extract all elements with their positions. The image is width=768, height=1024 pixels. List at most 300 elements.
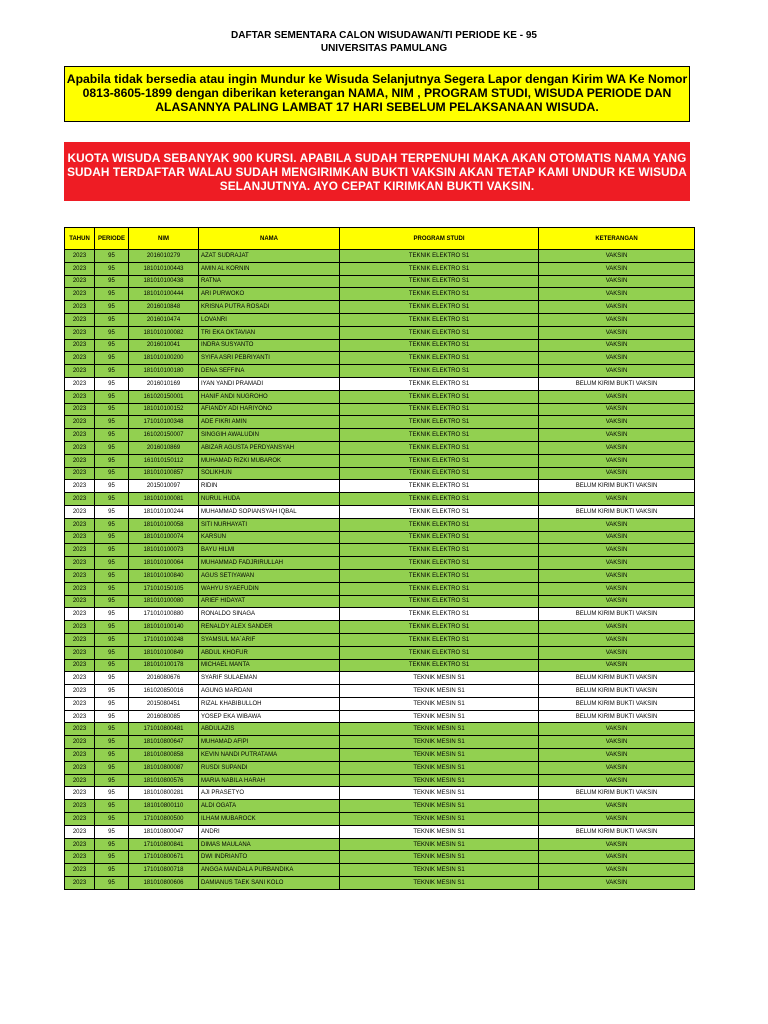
- cell-program-studi: TEKNIK ELEKTRO S1: [340, 518, 539, 531]
- cell-tahun: 2023: [65, 416, 95, 429]
- table-row: [65, 250, 695, 263]
- cell-nama: AZAT SUDRAJAT: [199, 250, 340, 263]
- cell-program-studi: TEKNIK MESIN S1: [340, 877, 539, 890]
- cell-nama: KRISNA PUTRA ROSADI: [199, 301, 340, 314]
- cell-program-studi: TEKNIK ELEKTRO S1: [340, 390, 539, 403]
- cell-nama: RIZAL KHABIBULLOH: [199, 697, 340, 710]
- cell-periode: 95: [95, 877, 129, 890]
- cell-nama: RATNA: [199, 275, 340, 288]
- table-row: [65, 646, 695, 659]
- cell-nama: IYAN YANDI PRAMADI: [199, 377, 340, 390]
- cell-nama: MUHAMAD RIZKI MUBAROK: [199, 454, 340, 467]
- cell-keterangan: VAKSIN: [539, 441, 695, 454]
- withdrawal-notice-line: Apabila tidak bersedia atau ingin Mundur ke Wisuda Selanjutnya Segera Lapor dengan Kirim WA Ke Nomor: [66, 72, 688, 86]
- cell-nama: NURUL HUDA: [199, 493, 340, 506]
- cell-keterangan: VAKSIN: [539, 877, 695, 890]
- cell-nama: ANGGA MANDALA PURBANDIKA: [199, 864, 340, 877]
- cell-keterangan: VAKSIN: [539, 429, 695, 442]
- cell-periode: 95: [95, 697, 129, 710]
- cell-nim: 181010100200: [129, 352, 199, 365]
- page-title: DAFTAR SEMENTARA CALON WISUDAWAN/TI PERIODE KE - 95: [231, 30, 537, 41]
- cell-nim: 181010100849: [129, 646, 199, 659]
- cell-nama: ABDUL KHOFUR: [199, 646, 340, 659]
- table-row: [65, 262, 695, 275]
- cell-tahun: 2023: [65, 851, 95, 864]
- withdrawal-notice-line: ALASANNYA PALING LAMBAT 17 HARI SEBELUM PELAKSANAAN WISUDA.: [155, 100, 599, 114]
- table-row: [65, 672, 695, 685]
- cell-nama: BAYU HILMI: [199, 544, 340, 557]
- cell-program-studi: TEKNIK MESIN S1: [340, 685, 539, 698]
- cell-keterangan: VAKSIN: [539, 467, 695, 480]
- cell-periode: 95: [95, 582, 129, 595]
- cell-keterangan: VAKSIN: [539, 544, 695, 557]
- cell-tahun: 2023: [65, 774, 95, 787]
- cell-program-studi: TEKNIK ELEKTRO S1: [340, 467, 539, 480]
- cell-program-studi: TEKNIK MESIN S1: [340, 787, 539, 800]
- table-row: [65, 454, 695, 467]
- cell-keterangan: VAKSIN: [539, 250, 695, 263]
- cell-periode: 95: [95, 723, 129, 736]
- table-row: [65, 825, 695, 838]
- cell-periode: 95: [95, 813, 129, 826]
- cell-program-studi: TEKNIK ELEKTRO S1: [340, 582, 539, 595]
- cell-program-studi: TEKNIK MESIN S1: [340, 851, 539, 864]
- column-header-tahun: TAHUN: [65, 228, 95, 250]
- cell-nim: 181010800858: [129, 749, 199, 762]
- cell-program-studi: TEKNIK ELEKTRO S1: [340, 377, 539, 390]
- cell-periode: 95: [95, 710, 129, 723]
- quota-notice-line: SELANJUTNYA. AYO CEPAT KIRIMKAN BUKTI VAKSIN.: [219, 179, 535, 193]
- table-row: [65, 736, 695, 749]
- cell-keterangan: VAKSIN: [539, 339, 695, 352]
- cell-keterangan: VAKSIN: [539, 313, 695, 326]
- cell-keterangan: BELUM KIRIM BUKTI VAKSIN: [539, 377, 695, 390]
- cell-keterangan: BELUM KIRIM BUKTI VAKSIN: [539, 608, 695, 621]
- cell-tahun: 2023: [65, 454, 95, 467]
- cell-tahun: 2023: [65, 877, 95, 890]
- withdrawal-notice: [64, 66, 690, 122]
- cell-nim: 181010100080: [129, 595, 199, 608]
- cell-keterangan: VAKSIN: [539, 454, 695, 467]
- cell-nama: MICHAEL MANTA: [199, 659, 340, 672]
- cell-tahun: 2023: [65, 275, 95, 288]
- table-row: [65, 377, 695, 390]
- cell-program-studi: TEKNIK MESIN S1: [340, 710, 539, 723]
- cell-periode: 95: [95, 493, 129, 506]
- cell-program-studi: TEKNIK ELEKTRO S1: [340, 313, 539, 326]
- cell-tahun: 2023: [65, 621, 95, 634]
- cell-nim: 181010100073: [129, 544, 199, 557]
- cell-program-studi: TEKNIK ELEKTRO S1: [340, 621, 539, 634]
- cell-nim: 181010800281: [129, 787, 199, 800]
- cell-nim: 181010100140: [129, 621, 199, 634]
- column-header-nim: NIM: [129, 228, 199, 250]
- cell-keterangan: VAKSIN: [539, 723, 695, 736]
- cell-periode: 95: [95, 761, 129, 774]
- cell-nim: 181010800047: [129, 825, 199, 838]
- cell-periode: 95: [95, 365, 129, 378]
- cell-tahun: 2023: [65, 838, 95, 851]
- cell-keterangan: VAKSIN: [539, 851, 695, 864]
- cell-program-studi: TEKNIK MESIN S1: [340, 838, 539, 851]
- cell-keterangan: BELUM KIRIM BUKTI VAKSIN: [539, 697, 695, 710]
- cell-nim: 161020150007: [129, 429, 199, 442]
- cell-program-studi: TEKNIK ELEKTRO S1: [340, 365, 539, 378]
- table-row: [65, 697, 695, 710]
- cell-nama: RIDIN: [199, 480, 340, 493]
- cell-periode: 95: [95, 544, 129, 557]
- cell-program-studi: TEKNIK ELEKTRO S1: [340, 288, 539, 301]
- cell-keterangan: VAKSIN: [539, 595, 695, 608]
- cell-tahun: 2023: [65, 352, 95, 365]
- cell-tahun: 2023: [65, 480, 95, 493]
- column-header-program-studi: PROGRAM STUDI: [340, 228, 539, 250]
- cell-periode: 95: [95, 531, 129, 544]
- cell-nim: 171010800671: [129, 851, 199, 864]
- table-row: [65, 531, 695, 544]
- cell-keterangan: VAKSIN: [539, 646, 695, 659]
- cell-program-studi: TEKNIK ELEKTRO S1: [340, 505, 539, 518]
- table-row: [65, 595, 695, 608]
- cell-periode: 95: [95, 646, 129, 659]
- cell-periode: 95: [95, 800, 129, 813]
- cell-periode: 95: [95, 774, 129, 787]
- cell-periode: 95: [95, 480, 129, 493]
- cell-program-studi: TEKNIK MESIN S1: [340, 697, 539, 710]
- cell-nim: 161020850016: [129, 685, 199, 698]
- table-row: [65, 301, 695, 314]
- cell-tahun: 2023: [65, 761, 95, 774]
- cell-keterangan: VAKSIN: [539, 582, 695, 595]
- cell-nama: DAMIANUS TAEK SANI KOLO: [199, 877, 340, 890]
- cell-periode: 95: [95, 250, 129, 263]
- cell-nim: 181010100857: [129, 467, 199, 480]
- cell-periode: 95: [95, 569, 129, 582]
- cell-keterangan: VAKSIN: [539, 326, 695, 339]
- cell-nim: 181010100064: [129, 557, 199, 570]
- cell-nama: SYAMSUL MA`ARIF: [199, 633, 340, 646]
- cell-periode: 95: [95, 736, 129, 749]
- cell-keterangan: VAKSIN: [539, 774, 695, 787]
- cell-nim: 181010800576: [129, 774, 199, 787]
- table-row: [65, 313, 695, 326]
- table-row: [65, 877, 695, 890]
- cell-nim: 2016010848: [129, 301, 199, 314]
- cell-periode: 95: [95, 505, 129, 518]
- cell-nama: SYARIF SULAEMAN: [199, 672, 340, 685]
- cell-program-studi: TEKNIK ELEKTRO S1: [340, 659, 539, 672]
- table-row: [65, 365, 695, 378]
- cell-nim: 2016010041: [129, 339, 199, 352]
- cell-tahun: 2023: [65, 467, 95, 480]
- table-row: [65, 659, 695, 672]
- cell-tahun: 2023: [65, 365, 95, 378]
- cell-nama: ABIZAR AGUSTA PERDYANSYAH: [199, 441, 340, 454]
- cell-nim: 181010800110: [129, 800, 199, 813]
- cell-keterangan: VAKSIN: [539, 416, 695, 429]
- table-row: [65, 505, 695, 518]
- cell-nim: 161020150001: [129, 390, 199, 403]
- quota-notice: [64, 142, 690, 201]
- cell-nim: 161010150112: [129, 454, 199, 467]
- table-body: [65, 250, 695, 890]
- cell-keterangan: VAKSIN: [539, 749, 695, 762]
- cell-periode: 95: [95, 838, 129, 851]
- cell-keterangan: VAKSIN: [539, 518, 695, 531]
- cell-tahun: 2023: [65, 736, 95, 749]
- cell-nama: DENA SEFFINA: [199, 365, 340, 378]
- cell-tahun: 2023: [65, 390, 95, 403]
- table-row: [65, 774, 695, 787]
- cell-keterangan: VAKSIN: [539, 557, 695, 570]
- table-row: [65, 685, 695, 698]
- cell-nama: AGUS SETIYAWAN: [199, 569, 340, 582]
- cell-keterangan: VAKSIN: [539, 262, 695, 275]
- table-row: [65, 710, 695, 723]
- cell-keterangan: VAKSIN: [539, 390, 695, 403]
- table-row: [65, 723, 695, 736]
- cell-nim: 2016010474: [129, 313, 199, 326]
- cell-nim: 181010800647: [129, 736, 199, 749]
- cell-tahun: 2023: [65, 531, 95, 544]
- graduate-roster-table: [64, 227, 695, 890]
- cell-nama: WAHYU SYAEFUDIN: [199, 582, 340, 595]
- cell-periode: 95: [95, 557, 129, 570]
- cell-tahun: 2023: [65, 825, 95, 838]
- table-row: [65, 275, 695, 288]
- cell-program-studi: TEKNIK ELEKTRO S1: [340, 608, 539, 621]
- cell-program-studi: TEKNIK MESIN S1: [340, 825, 539, 838]
- cell-periode: 95: [95, 518, 129, 531]
- cell-program-studi: TEKNIK ELEKTRO S1: [340, 326, 539, 339]
- cell-nama: AMIN AL KORNIN: [199, 262, 340, 275]
- cell-periode: 95: [95, 633, 129, 646]
- cell-nim: 2016010169: [129, 377, 199, 390]
- cell-program-studi: TEKNIK ELEKTRO S1: [340, 557, 539, 570]
- cell-periode: 95: [95, 685, 129, 698]
- cell-keterangan: BELUM KIRIM BUKTI VAKSIN: [539, 505, 695, 518]
- cell-nama: ABDULAZIS: [199, 723, 340, 736]
- cell-program-studi: TEKNIK MESIN S1: [340, 672, 539, 685]
- cell-periode: 95: [95, 429, 129, 442]
- cell-program-studi: TEKNIK ELEKTRO S1: [340, 441, 539, 454]
- cell-program-studi: TEKNIK MESIN S1: [340, 813, 539, 826]
- cell-tahun: 2023: [65, 800, 95, 813]
- cell-tahun: 2023: [65, 403, 95, 416]
- cell-nim: 181010100178: [129, 659, 199, 672]
- cell-program-studi: TEKNIK ELEKTRO S1: [340, 531, 539, 544]
- cell-tahun: 2023: [65, 646, 95, 659]
- cell-nama: ARI PURWOKO: [199, 288, 340, 301]
- cell-nama: AJI PRASETYO: [199, 787, 340, 800]
- table-row: [65, 339, 695, 352]
- cell-nim: 171010800841: [129, 838, 199, 851]
- cell-tahun: 2023: [65, 685, 95, 698]
- cell-nama: KEVIN NANDI PUTRATAMA: [199, 749, 340, 762]
- cell-keterangan: BELUM KIRIM BUKTI VAKSIN: [539, 710, 695, 723]
- cell-nim: 171010100248: [129, 633, 199, 646]
- cell-tahun: 2023: [65, 339, 95, 352]
- cell-program-studi: TEKNIK ELEKTRO S1: [340, 250, 539, 263]
- cell-keterangan: BELUM KIRIM BUKTI VAKSIN: [539, 787, 695, 800]
- cell-program-studi: TEKNIK MESIN S1: [340, 864, 539, 877]
- cell-nim: 181010100443: [129, 262, 199, 275]
- table-row: [65, 800, 695, 813]
- cell-nama: DWI INDRIANTO: [199, 851, 340, 864]
- cell-tahun: 2023: [65, 262, 95, 275]
- cell-nim: 181010100180: [129, 365, 199, 378]
- table-row: [65, 864, 695, 877]
- table-row: [65, 326, 695, 339]
- cell-periode: 95: [95, 851, 129, 864]
- table-row: [65, 557, 695, 570]
- cell-program-studi: TEKNIK ELEKTRO S1: [340, 416, 539, 429]
- cell-program-studi: TEKNIK ELEKTRO S1: [340, 633, 539, 646]
- cell-nama: TRI EKA OKTAVIAN: [199, 326, 340, 339]
- cell-tahun: 2023: [65, 749, 95, 762]
- cell-tahun: 2023: [65, 582, 95, 595]
- cell-nim: 171010800500: [129, 813, 199, 826]
- cell-keterangan: BELUM KIRIM BUKTI VAKSIN: [539, 480, 695, 493]
- cell-tahun: 2023: [65, 672, 95, 685]
- cell-keterangan: VAKSIN: [539, 736, 695, 749]
- cell-tahun: 2023: [65, 787, 95, 800]
- cell-keterangan: VAKSIN: [539, 761, 695, 774]
- cell-tahun: 2023: [65, 595, 95, 608]
- cell-periode: 95: [95, 595, 129, 608]
- cell-program-studi: TEKNIK ELEKTRO S1: [340, 429, 539, 442]
- cell-tahun: 2023: [65, 313, 95, 326]
- cell-tahun: 2023: [65, 569, 95, 582]
- cell-periode: 95: [95, 262, 129, 275]
- cell-tahun: 2023: [65, 659, 95, 672]
- cell-nama: RUSDI SUPANDI: [199, 761, 340, 774]
- cell-periode: 95: [95, 390, 129, 403]
- cell-program-studi: TEKNIK MESIN S1: [340, 800, 539, 813]
- table-row: [65, 838, 695, 851]
- table-row: [65, 813, 695, 826]
- cell-keterangan: VAKSIN: [539, 659, 695, 672]
- table-row: [65, 787, 695, 800]
- cell-program-studi: TEKNIK MESIN S1: [340, 774, 539, 787]
- cell-nim: 181010800087: [129, 761, 199, 774]
- cell-periode: 95: [95, 441, 129, 454]
- table-row: [65, 582, 695, 595]
- cell-tahun: 2023: [65, 710, 95, 723]
- cell-program-studi: TEKNIK ELEKTRO S1: [340, 339, 539, 352]
- cell-tahun: 2023: [65, 505, 95, 518]
- cell-keterangan: VAKSIN: [539, 531, 695, 544]
- cell-tahun: 2023: [65, 697, 95, 710]
- cell-periode: 95: [95, 467, 129, 480]
- cell-nama: MUHAMMAD FADJRIRULLAH: [199, 557, 340, 570]
- cell-keterangan: VAKSIN: [539, 365, 695, 378]
- cell-program-studi: TEKNIK MESIN S1: [340, 761, 539, 774]
- cell-nim: 2016080085: [129, 710, 199, 723]
- cell-keterangan: VAKSIN: [539, 403, 695, 416]
- cell-keterangan: VAKSIN: [539, 864, 695, 877]
- cell-periode: 95: [95, 326, 129, 339]
- cell-nim: 171010800718: [129, 864, 199, 877]
- cell-nama: RENALDY ALEX SANDER: [199, 621, 340, 634]
- cell-program-studi: TEKNIK ELEKTRO S1: [340, 352, 539, 365]
- cell-nama: AGUNG MARDANI: [199, 685, 340, 698]
- cell-nama: ADE FIKRI AMIN: [199, 416, 340, 429]
- cell-nim: 181010100444: [129, 288, 199, 301]
- cell-program-studi: TEKNIK ELEKTRO S1: [340, 493, 539, 506]
- cell-periode: 95: [95, 659, 129, 672]
- cell-nim: 2016010279: [129, 250, 199, 263]
- cell-nim: 171010100348: [129, 416, 199, 429]
- cell-nama: INDRA SUSYANTO: [199, 339, 340, 352]
- cell-nama: RONALDO SINAGA: [199, 608, 340, 621]
- cell-program-studi: TEKNIK ELEKTRO S1: [340, 301, 539, 314]
- cell-nama: KARSUN: [199, 531, 340, 544]
- cell-nama: SITI NURHAYATI: [199, 518, 340, 531]
- cell-nama: ALDI OGATA: [199, 800, 340, 813]
- table-row: [65, 480, 695, 493]
- cell-keterangan: VAKSIN: [539, 352, 695, 365]
- cell-nim: 181010100244: [129, 505, 199, 518]
- cell-nim: 2016080676: [129, 672, 199, 685]
- cell-tahun: 2023: [65, 301, 95, 314]
- cell-nama: YOSEP EKA WIBAWA: [199, 710, 340, 723]
- cell-periode: 95: [95, 672, 129, 685]
- column-header-nama: NAMA: [199, 228, 340, 250]
- cell-keterangan: VAKSIN: [539, 288, 695, 301]
- cell-keterangan: BELUM KIRIM BUKTI VAKSIN: [539, 672, 695, 685]
- cell-periode: 95: [95, 275, 129, 288]
- cell-program-studi: TEKNIK ELEKTRO S1: [340, 569, 539, 582]
- cell-nim: 171010150105: [129, 582, 199, 595]
- column-header-periode: PERIODE: [95, 228, 129, 250]
- cell-tahun: 2023: [65, 288, 95, 301]
- cell-nama: MUHAMMAD SOPIANSYAH IQBAL: [199, 505, 340, 518]
- cell-periode: 95: [95, 301, 129, 314]
- cell-tahun: 2023: [65, 441, 95, 454]
- cell-periode: 95: [95, 454, 129, 467]
- cell-periode: 95: [95, 825, 129, 838]
- table-row: [65, 288, 695, 301]
- table-header-row: [65, 228, 695, 250]
- cell-nama: ARIEF HIDAYAT: [199, 595, 340, 608]
- cell-nim: 2016010869: [129, 441, 199, 454]
- cell-nim: 181010100152: [129, 403, 199, 416]
- table-row: [65, 429, 695, 442]
- cell-keterangan: VAKSIN: [539, 569, 695, 582]
- cell-program-studi: TEKNIK ELEKTRO S1: [340, 595, 539, 608]
- cell-program-studi: TEKNIK ELEKTRO S1: [340, 262, 539, 275]
- cell-nama: MARIA NABILA HARAH: [199, 774, 340, 787]
- cell-periode: 95: [95, 787, 129, 800]
- quota-notice-line: KUOTA WISUDA SEBANYAK 900 KURSI. APABILA SUDAH TERPENUHI MAKA AKAN OTOMATIS NAMA YANG: [67, 151, 687, 165]
- university-name: UNIVERSITAS PAMULANG: [320, 43, 448, 54]
- quota-notice-line: SUDAH TERDAFTAR WALAU SUDAH MENGIRIMKAN BUKTI VAKSIN AKAN TETAP KAMI UNDUR KE WISUDA: [67, 165, 687, 179]
- cell-periode: 95: [95, 288, 129, 301]
- cell-nama: ANDRI: [199, 825, 340, 838]
- cell-program-studi: TEKNIK MESIN S1: [340, 749, 539, 762]
- cell-keterangan: VAKSIN: [539, 275, 695, 288]
- cell-nim: 171010800481: [129, 723, 199, 736]
- cell-tahun: 2023: [65, 633, 95, 646]
- cell-nama: SYIFA ASRI PEBRIYANTI: [199, 352, 340, 365]
- table-row: [65, 621, 695, 634]
- table-row: [65, 493, 695, 506]
- cell-program-studi: TEKNIK MESIN S1: [340, 736, 539, 749]
- cell-program-studi: TEKNIK ELEKTRO S1: [340, 646, 539, 659]
- cell-program-studi: TEKNIK ELEKTRO S1: [340, 544, 539, 557]
- cell-periode: 95: [95, 352, 129, 365]
